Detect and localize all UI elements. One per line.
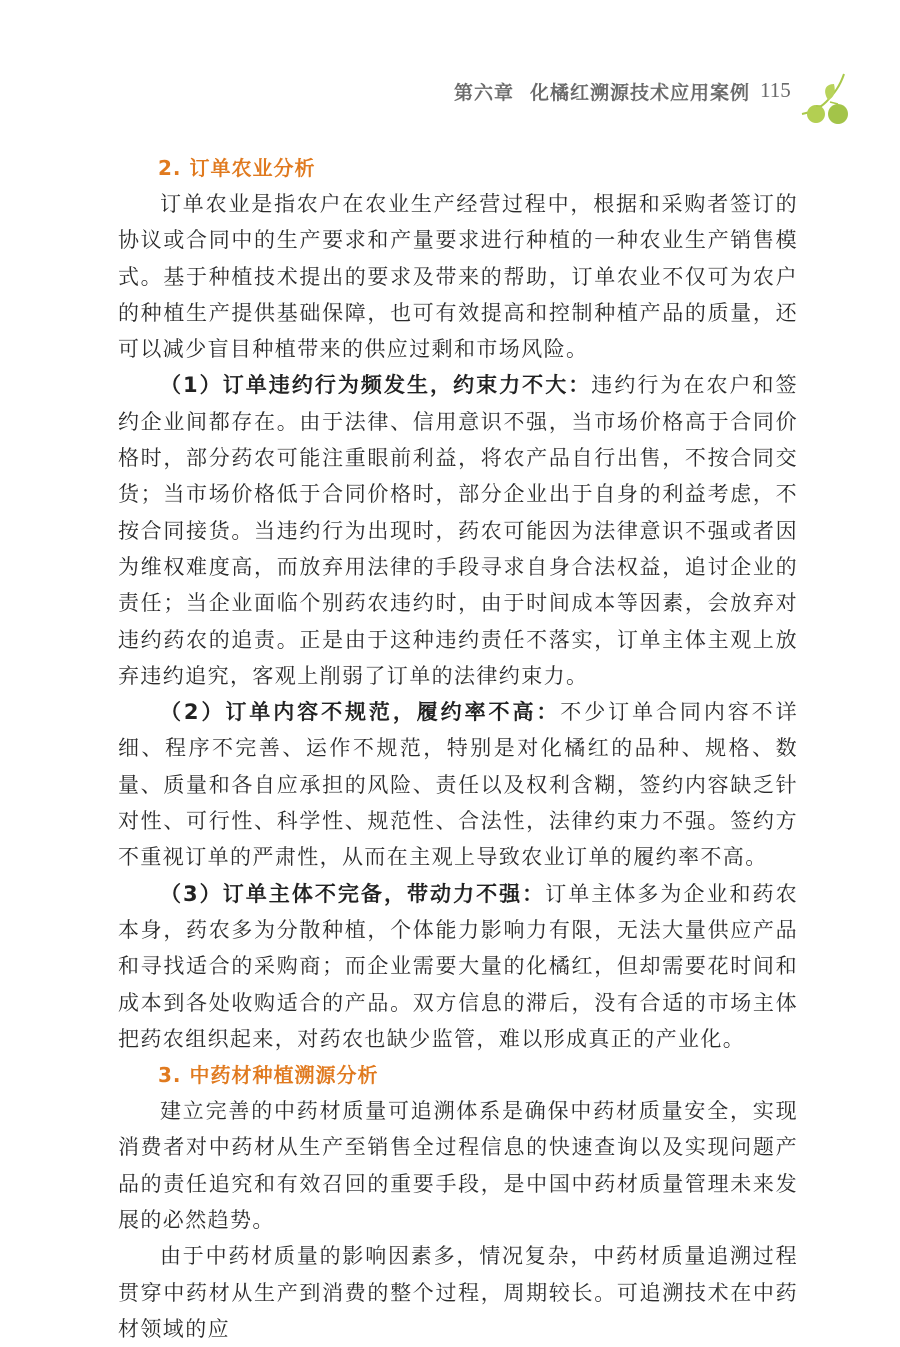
paragraph-lead: （3）订单主体不完备，带动力不强： (160, 881, 546, 906)
page-body (118, 150, 798, 1347)
body-paragraph: 订单农业是指农户在农业生产经营过程中，根据和采购者签订的协议或合同中的生产要求和产量要求进行种植的一种农业生产销售模式。基于种植技术提出的要求及带来的帮助，订单农业不仅可为农户的种植生产提供基础保障，也可有效提高和控制种植产品的质量，还可以减少盲目种植带来的供应过剩和市场风险。 (118, 192, 798, 362)
page-number: 115 (760, 78, 791, 102)
section-heading-herb-traceability: 3. 中药材种植溯源分析 (158, 1063, 379, 1088)
paragraph-lead: （1）订单违约行为频发生，约束力不大： (160, 373, 592, 398)
paragraph-lead: （2）订单内容不规范，履约率不高： (160, 700, 561, 725)
body-paragraph: （2）订单内容不规范，履约率不高：不少订单合同内容不详细、程序不完善、运作不规范，特别是对化橘红的品种、规格、数量、质量和各自应承担的风险、责任以及权利含糊，签约内容缺乏针对性、可行性、科学性、规范性、合法性，法律约束力不强。签约方不重视订单的严肃性，从而在主观上导致农业订单的履约率不高。 (118, 700, 798, 870)
chapter-title (454, 78, 750, 105)
body-paragraph: （1）订单违约行为频发生，约束力不大：违约行为在农户和签约企业间都存在。由于法律、信用意识不强，当市场价格高于合同价格时，部分药农可能注重眼前利益，将农产品自行出售，不按合同交货；当市场价格低于合同价格时，部分企业出于自身的利益考虑，不按合同接货。当违约行为出现时，药农可能因为法律意识不强或者因为维权难度高，而放弃用法律的手段寻求自身合法权益，追讨企业的责任；当企业面临个别药农违约时，由于时间成本等因素，会放弃对违约药农的追责。正是由于这种违约责任不落实，订单主体主观上放弃违约追究，客观上削弱了订单的法律约束力。 (118, 373, 798, 688)
chapter-number: 第六章 (453, 82, 514, 104)
body-paragraph: 建立完善的中药材质量可追溯体系是确保中药材质量安全，实现消费者对中药材从生产至销售全过程信息的快速查询以及实现问题产品的责任追究和有效召回的重要手段，是中国中药材质量管理未来发展的必然趋势。 (118, 1099, 798, 1233)
leaf-branch-icon (800, 72, 860, 132)
section-heading-order-agriculture: 2. 订单农业分析 (158, 156, 316, 180)
body-paragraph: 由于中药材质量的影响因素多，情况复杂，中药材质量追溯过程贯穿中药材从生产到消费的整个过程，周期较长。可追溯技术在中药材领域的应 (118, 1244, 798, 1341)
running-header (0, 72, 900, 112)
chapter-name: 化橘红溯源技术应用案例 (529, 82, 750, 104)
body-paragraph: （3）订单主体不完备，带动力不强：订单主体多为企业和药农本身，药农多为分散种植，个体能力影响力有限，无法大量供应产品和寻找适合的采购商；而企业需要大量的化橘红，但却需要花时间和成本到各处收购适合的产品。双方信息的滞后，没有合适的市场主体把药农组织起来，对药农也缺少监管，难以形成真正的产业化。 (118, 881, 798, 1051)
